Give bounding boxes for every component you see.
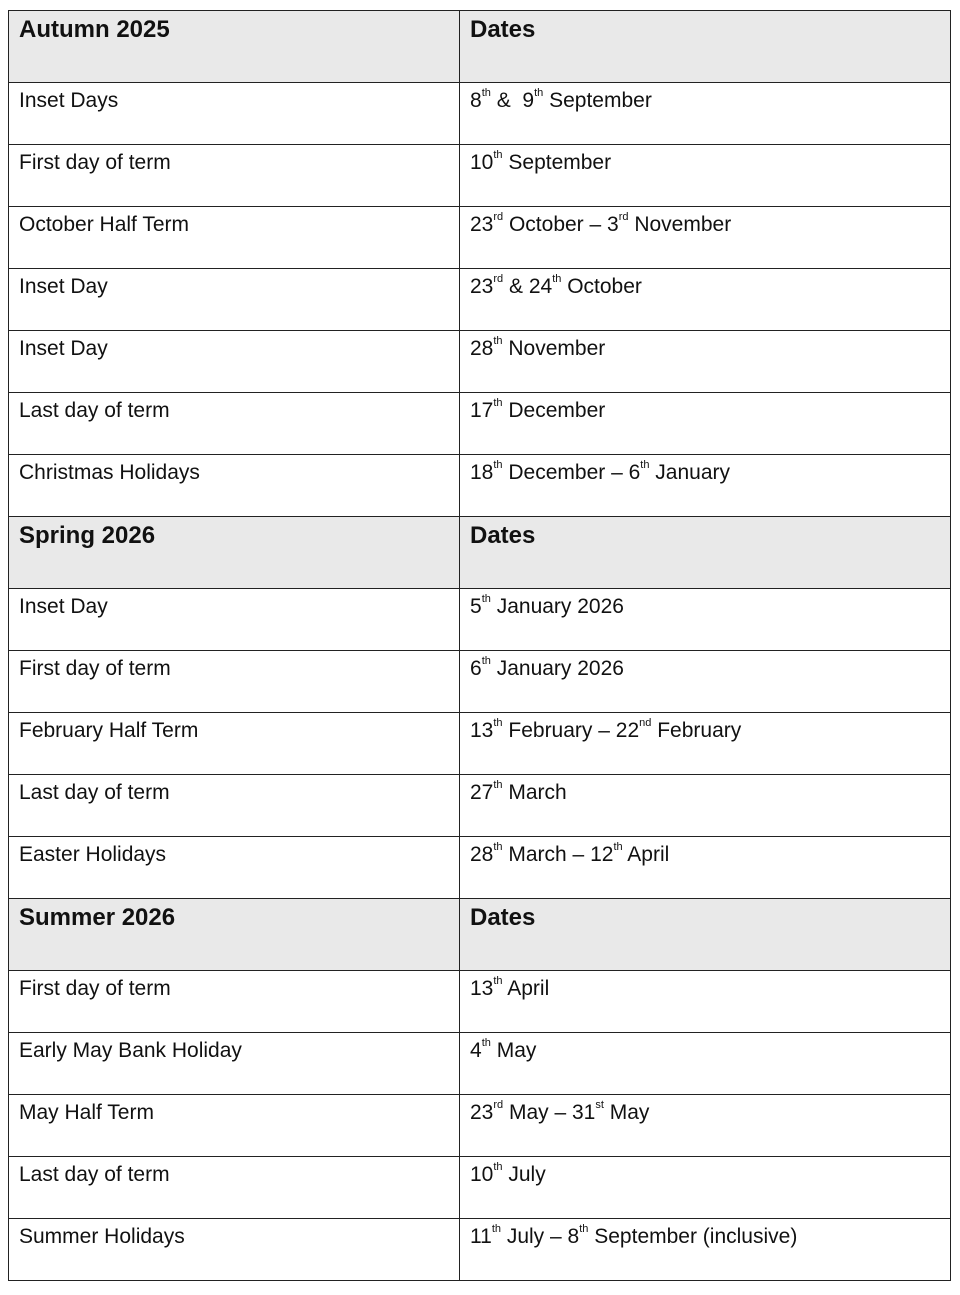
event-dates (460, 1157, 951, 1219)
event-label: May Half Term (9, 1095, 460, 1157)
dates-heading: Dates (460, 517, 951, 589)
table-row (9, 331, 951, 393)
ordinal-suffix: nd (639, 717, 652, 729)
date-text: January (649, 461, 731, 484)
ordinal-suffix: th (481, 655, 491, 667)
date-text: April (502, 977, 550, 1000)
table-row (9, 1033, 951, 1095)
term-heading: Spring 2026 (9, 517, 460, 589)
table-row (9, 269, 951, 331)
date-text: May – 31 (503, 1101, 596, 1124)
date-text: February (651, 719, 742, 742)
table-row (9, 83, 951, 145)
date-text: 23 (470, 1101, 494, 1124)
event-dates (460, 269, 951, 331)
event-label: Inset Day (9, 589, 460, 651)
date-text: September (543, 89, 652, 112)
event-label: Easter Holidays (9, 837, 460, 899)
ordinal-suffix: th (493, 1161, 503, 1173)
term-dates-table (8, 10, 951, 1281)
ordinal-suffix: th (481, 593, 491, 605)
event-label: Early May Bank Holiday (9, 1033, 460, 1095)
date-text: 28 (470, 337, 494, 360)
event-label: First day of term (9, 145, 460, 207)
table-row (9, 145, 951, 207)
ordinal-suffix: th (493, 397, 503, 409)
ordinal-suffix: th (579, 1223, 589, 1235)
event-label: Last day of term (9, 1157, 460, 1219)
date-text: & 24 (503, 275, 553, 298)
date-text: February – 22 (502, 719, 640, 742)
event-label: Last day of term (9, 393, 460, 455)
event-dates (460, 393, 951, 455)
date-text: 28 (470, 843, 494, 866)
event-dates (460, 589, 951, 651)
ordinal-suffix: th (481, 87, 491, 99)
table-row (9, 1095, 951, 1157)
section-header-row (9, 517, 951, 589)
event-label: Christmas Holidays (9, 455, 460, 517)
date-text: 13 (470, 719, 494, 742)
ordinal-suffix: th (481, 1037, 491, 1049)
term-heading: Autumn 2025 (9, 11, 460, 83)
date-text: January 2026 (490, 657, 624, 680)
date-text: 5 (470, 595, 482, 618)
event-label: First day of term (9, 971, 460, 1033)
ordinal-suffix: th (493, 717, 503, 729)
date-text: & 9 (490, 89, 535, 112)
ordinal-suffix: th (534, 87, 544, 99)
event-dates (460, 837, 951, 899)
event-dates (460, 1033, 951, 1095)
section-header-row (9, 899, 951, 971)
date-text: April (622, 843, 670, 866)
ordinal-suffix: th (552, 273, 562, 285)
event-dates (460, 83, 951, 145)
table-row (9, 1157, 951, 1219)
term-heading: Summer 2026 (9, 899, 460, 971)
event-label: February Half Term (9, 713, 460, 775)
event-dates (460, 331, 951, 393)
date-text: May (490, 1039, 537, 1062)
date-text: March – 12 (502, 843, 614, 866)
date-text: 4 (470, 1039, 482, 1062)
date-text: October (561, 275, 642, 298)
event-label: Inset Day (9, 331, 460, 393)
table-row (9, 393, 951, 455)
date-text: 10 (470, 1163, 494, 1186)
date-text: October – 3 (503, 213, 619, 236)
date-text: 27 (470, 781, 494, 804)
table-row (9, 775, 951, 837)
table-row (9, 455, 951, 517)
ordinal-suffix: th (613, 841, 623, 853)
ordinal-suffix: th (491, 1223, 501, 1235)
section-header-row (9, 11, 951, 83)
date-text: December – 6 (502, 461, 641, 484)
date-text: 23 (470, 213, 494, 236)
ordinal-suffix: st (595, 1099, 604, 1111)
ordinal-suffix: th (493, 149, 503, 161)
event-dates (460, 145, 951, 207)
ordinal-suffix: th (493, 779, 503, 791)
date-text: January 2026 (490, 595, 624, 618)
date-text: 17 (470, 399, 494, 422)
date-text: 11 (470, 1225, 492, 1248)
date-text: November (502, 337, 606, 360)
event-dates (460, 1219, 951, 1281)
table-row (9, 207, 951, 269)
ordinal-suffix: rd (493, 273, 504, 285)
event-dates (460, 971, 951, 1033)
table-row (9, 971, 951, 1033)
date-text: July – 8 (501, 1225, 580, 1248)
event-label: Inset Days (9, 83, 460, 145)
table-row (9, 589, 951, 651)
event-dates (460, 775, 951, 837)
date-text: 10 (470, 151, 494, 174)
event-label: October Half Term (9, 207, 460, 269)
event-label: Summer Holidays (9, 1219, 460, 1281)
dates-heading: Dates (460, 11, 951, 83)
event-label: Inset Day (9, 269, 460, 331)
dates-heading: Dates (460, 899, 951, 971)
event-label: Last day of term (9, 775, 460, 837)
date-text: September (502, 151, 612, 174)
ordinal-suffix: th (640, 459, 650, 471)
event-dates (460, 455, 951, 517)
date-text: December (502, 399, 606, 422)
ordinal-suffix: th (493, 335, 503, 347)
table-row (9, 651, 951, 713)
date-text: September (inclusive) (588, 1225, 798, 1248)
date-text: 13 (470, 977, 494, 1000)
event-dates (460, 713, 951, 775)
table-row (9, 713, 951, 775)
table-row (9, 837, 951, 899)
table-row (9, 1219, 951, 1281)
ordinal-suffix: rd (493, 211, 504, 223)
ordinal-suffix: th (493, 841, 503, 853)
event-label: First day of term (9, 651, 460, 713)
event-dates (460, 207, 951, 269)
ordinal-suffix: rd (618, 211, 629, 223)
date-text: 8 (470, 89, 482, 112)
event-dates (460, 651, 951, 713)
ordinal-suffix: rd (493, 1099, 504, 1111)
date-text: 6 (470, 657, 482, 680)
ordinal-suffix: th (493, 459, 503, 471)
date-text: July (502, 1163, 546, 1186)
date-text: March (502, 781, 567, 804)
date-text: 18 (470, 461, 494, 484)
date-text: November (628, 213, 732, 236)
date-text: May (603, 1101, 650, 1124)
ordinal-suffix: th (493, 975, 503, 987)
event-dates (460, 1095, 951, 1157)
date-text: 23 (470, 275, 494, 298)
